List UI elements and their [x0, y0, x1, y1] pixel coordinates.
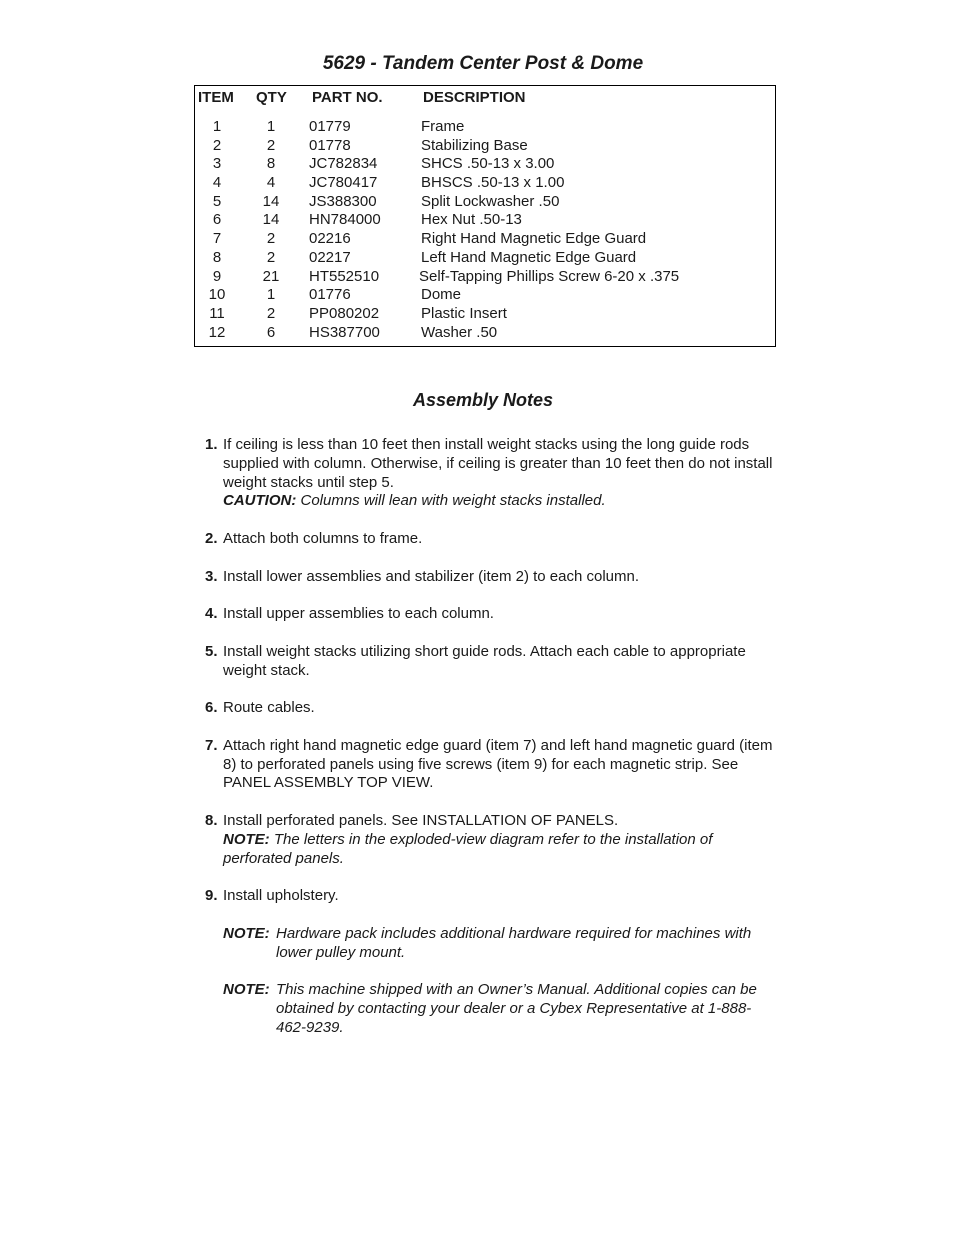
- manual-note: [223, 981, 775, 1037]
- qty-cell: 2: [266, 304, 276, 322]
- desc-cell: Frame: [421, 118, 465, 135]
- part-cell: 01778: [309, 136, 351, 154]
- step-text: Install upholstery.: [223, 887, 339, 905]
- table-row: [195, 174, 775, 193]
- step-text: Install lower assemblies and stabilizer (item 2) to each column.: [223, 567, 640, 585]
- item-cell: 3: [212, 155, 222, 173]
- table-row: [195, 268, 775, 287]
- step-2: [205, 530, 775, 549]
- step-text: Install perforated panels. See INSTALLATION OF PANELS.: [223, 811, 619, 829]
- qty-cell: 6: [266, 323, 276, 341]
- qty-cell: 21: [262, 267, 280, 285]
- note-text: This machine shipped with an Owner’s Manual. Additional copies can be obtained by contacting your dealer or a Cybex Representative at 1-888-462-9239.: [276, 981, 757, 1036]
- item-cell: 1: [212, 118, 222, 135]
- caution-note: [223, 492, 775, 511]
- assembly-notes-title: Assembly Notes: [412, 390, 554, 410]
- qty-cell: 2: [266, 248, 276, 266]
- note-label: NOTE:: [223, 924, 270, 942]
- note-label: NOTE:: [223, 830, 270, 848]
- table-row: [195, 230, 775, 249]
- part-cell: JC782834: [309, 155, 378, 173]
- step-number: 7.: [205, 736, 218, 754]
- step-text: If ceiling is less than 10 feet then install weight stacks using the long guide rods supplied with column. Otherwise, if ceiling is greater than 10 feet then do not install weight stacks until step 5.: [223, 436, 773, 491]
- qty-cell: 4: [266, 174, 276, 192]
- table-row: [195, 324, 775, 343]
- desc-cell: BHSCS .50-13 x 1.00: [421, 174, 565, 192]
- step-text: Route cables.: [223, 699, 315, 717]
- step-number: 1.: [205, 436, 218, 453]
- step-number: 6.: [205, 699, 218, 717]
- header-qty: QTY: [256, 89, 287, 106]
- item-cell: 12: [208, 323, 226, 341]
- qty-cell: 8: [266, 155, 276, 173]
- qty-cell: 1: [266, 118, 276, 135]
- parts-table: [194, 85, 776, 347]
- header-item: ITEM: [198, 89, 234, 106]
- part-cell: PP080202: [309, 304, 380, 322]
- note-label: NOTE:: [223, 981, 270, 999]
- desc-cell: Self-Tapping Phillips Screw 6-20 x .375: [419, 267, 680, 285]
- table-row: [195, 193, 775, 212]
- qty-cell: 2: [266, 136, 276, 154]
- step-number: 2.: [205, 529, 218, 547]
- table-row: [195, 305, 775, 324]
- part-cell: 01779: [309, 118, 351, 135]
- table-row: [195, 249, 775, 268]
- item-cell: 11: [209, 304, 225, 322]
- part-cell: 02216: [309, 230, 351, 248]
- step-5: [205, 643, 775, 681]
- table-row: [195, 118, 775, 137]
- item-cell: 9: [212, 267, 222, 285]
- qty-cell: 2: [266, 230, 276, 248]
- step-3: [205, 568, 775, 587]
- item-cell: 6: [212, 211, 222, 229]
- part-cell: 01776: [309, 286, 351, 304]
- step-4: [205, 605, 775, 624]
- step-text: Attach right hand magnetic edge guard (item 7) and left hand magnetic guard (item 8) to perforated panels using five screws (item 9) for each magnetic strip. See PANEL ASSEMBLY TOP VIEW.: [223, 736, 773, 792]
- step-1: [205, 436, 775, 511]
- step-9: [205, 887, 775, 906]
- desc-cell: Plastic Insert: [421, 304, 507, 322]
- note-text: Hardware pack includes additional hardware required for machines with lower pulley mount.: [276, 924, 752, 961]
- table-row: [195, 137, 775, 156]
- hardware-note: [223, 925, 775, 963]
- caution-label: CAUTION:: [223, 492, 297, 510]
- step-text: Install upper assemblies to each column.: [223, 605, 494, 623]
- step-number: 4.: [205, 605, 218, 623]
- desc-cell: Right Hand Magnetic Edge Guard: [421, 230, 647, 248]
- step-text: Install weight stacks utilizing short guide rods. Attach each cable to appropriate weight stack.: [223, 642, 746, 679]
- desc-cell: Stabilizing Base: [421, 136, 528, 154]
- desc-cell: Split Lockwasher .50: [421, 192, 560, 210]
- table-row: [195, 286, 775, 305]
- assembly-notes: [205, 436, 775, 1056]
- item-cell: 2: [212, 136, 222, 154]
- desc-cell: Hex Nut .50-13: [421, 211, 522, 229]
- part-cell: HS387700: [309, 323, 380, 341]
- step-8-note: [223, 831, 775, 869]
- part-cell: JC780417: [309, 174, 378, 192]
- part-cell: JS388300: [309, 192, 377, 210]
- desc-cell: Dome: [421, 286, 462, 304]
- item-cell: 10: [208, 286, 226, 304]
- desc-cell: SHCS .50-13 x 3.00: [421, 155, 555, 173]
- header-description: DESCRIPTION: [423, 89, 526, 106]
- parts-rows: [195, 118, 775, 342]
- step-number: 5.: [205, 642, 218, 660]
- desc-cell: Washer .50: [421, 323, 498, 341]
- qty-cell: 14: [262, 211, 280, 229]
- page-title: 5629 - Tandem Center Post & Dome: [322, 53, 644, 74]
- step-8: [205, 812, 775, 868]
- part-cell: 02217: [309, 248, 351, 266]
- qty-cell: 14: [262, 192, 280, 210]
- item-cell: 5: [212, 192, 222, 210]
- item-cell: 4: [212, 174, 222, 192]
- step-6: [205, 699, 775, 718]
- header-part-no: PART NO.: [312, 89, 383, 106]
- caution-text: Columns will lean with weight stacks installed.: [300, 492, 606, 510]
- step-7: [205, 737, 775, 793]
- item-cell: 8: [212, 248, 222, 266]
- desc-cell: Left Hand Magnetic Edge Guard: [421, 248, 637, 266]
- part-cell: HN784000: [309, 211, 381, 229]
- step-number: 8.: [205, 811, 218, 829]
- step-number: 3.: [205, 567, 218, 585]
- table-row: [195, 211, 775, 230]
- step-text: Attach both columns to frame.: [223, 529, 423, 547]
- table-row: [195, 155, 775, 174]
- part-cell: HT552510: [309, 267, 380, 285]
- step-number: 9.: [205, 887, 218, 905]
- item-cell: 7: [212, 230, 222, 248]
- qty-cell: 1: [266, 286, 276, 304]
- note-text: The letters in the exploded-view diagram refer to the installation of perforated panels.: [223, 830, 713, 867]
